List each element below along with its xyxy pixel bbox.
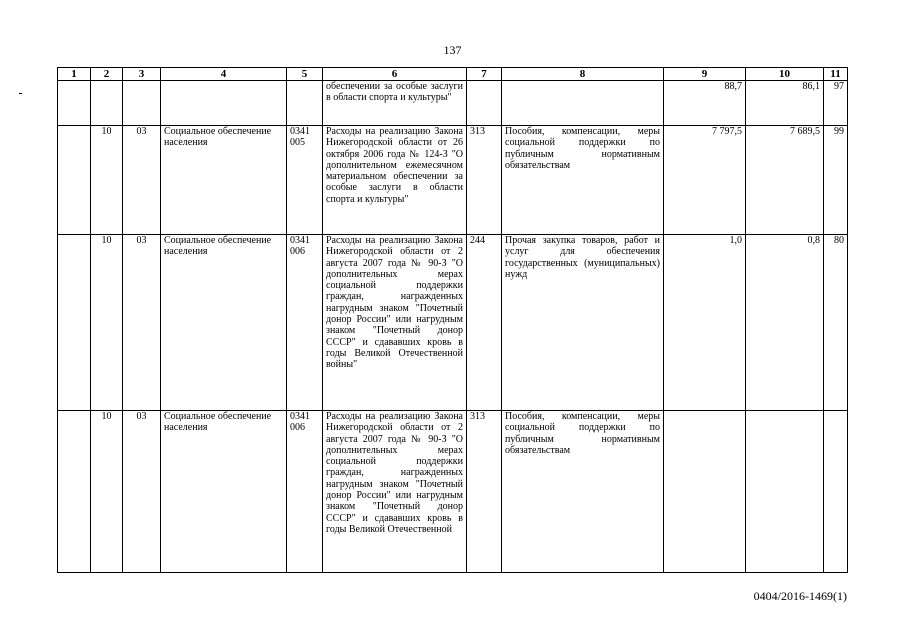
- cell-section: 10: [91, 411, 123, 573]
- cell-value-10: 7 689,5: [746, 126, 824, 235]
- cell-subsection: 03: [123, 235, 161, 411]
- cell-expense-type-code: 313: [467, 411, 502, 573]
- cell-value-11: 97: [824, 81, 848, 126]
- cell-expense-description: [323, 411, 467, 573]
- expense-description-text: Расходы на реализацию Закона Нижегородской области от 2 августа 2007 года № 90-З "О дополнительных мерах социальной поддержки граждан, награжденных нагрудным знаком "Почетный донор России" или нагрудным знаком "Почетный донор СССР" и сдававших кровь в годы Великой Отечественной: [326, 411, 463, 535]
- cell-value-9: 7 797,5: [664, 126, 746, 235]
- cell-value-11: [824, 411, 848, 573]
- cell-subsection: 03: [123, 126, 161, 235]
- cell-section: 10: [91, 126, 123, 235]
- cell-target-code: 0341 006: [287, 235, 323, 411]
- cell-expense-description: [323, 126, 467, 235]
- cell-subsection: [123, 81, 161, 126]
- cell-row-number: [58, 81, 91, 126]
- col-header-5: 5: [287, 68, 323, 81]
- cell-value-11: 80: [824, 235, 848, 411]
- cell-target-code: [287, 81, 323, 126]
- col-header-9: 9: [664, 68, 746, 81]
- col-header-6: 6: [323, 68, 467, 81]
- cell-expense-description: [323, 235, 467, 411]
- cell-expense-type-name: [502, 126, 664, 235]
- expense-type-text: Пособия, компенсации, меры социальной поддержки по публичным нормативным обязательствам: [505, 411, 660, 456]
- table-row: [58, 411, 848, 573]
- col-header-4: 4: [161, 68, 287, 81]
- cell-section: [91, 81, 123, 126]
- expense-description-text: обеспечении за особые заслуги в области спорта и культуры": [326, 81, 463, 104]
- col-header-7: 7: [467, 68, 502, 81]
- cell-target-code: 0341 006: [287, 411, 323, 573]
- cell-row-number: [58, 126, 91, 235]
- cell-target-code: 0341 005: [287, 126, 323, 235]
- expense-description-text: Расходы на реализацию Закона Нижегородской области от 26 октября 2006 года № 124-З "О дополнительном ежемесячном материальном обеспечении за особые заслуги в области спорта и культуры": [326, 126, 463, 205]
- budget-table: [57, 67, 848, 573]
- cell-expense-type-code: [467, 81, 502, 126]
- col-header-3: 3: [123, 68, 161, 81]
- page-number: 137: [443, 43, 462, 57]
- cell-section-name: Социальное обеспечение населения: [161, 235, 287, 411]
- cell-section-name: [161, 81, 287, 126]
- col-header-10: 10: [746, 68, 824, 81]
- scan-mark: [19, 93, 22, 94]
- cell-value-10: 0,8: [746, 235, 824, 411]
- cell-value-9: [664, 411, 746, 573]
- cell-expense-description: [323, 81, 467, 126]
- cell-subsection: 03: [123, 411, 161, 573]
- table-row: [58, 126, 848, 235]
- cell-expense-type-name: [502, 411, 664, 573]
- cell-section-name: Социальное обеспечение населения: [161, 411, 287, 573]
- expense-description-text: Расходы на реализацию Закона Нижегородской области от 2 августа 2007 года № 90-З "О дополнительных мерах социальной поддержки граждан, награжденных нагрудным знаком "Почетный донор России" или нагрудным знаком "Почетный донор СССР" и сдававших кровь в годы Великой Отечественной войны": [326, 235, 463, 371]
- cell-section-name: Социальное обеспечение населения: [161, 126, 287, 235]
- cell-value-9: 1,0: [664, 235, 746, 411]
- cell-section: 10: [91, 235, 123, 411]
- cell-row-number: [58, 411, 91, 573]
- cell-row-number: [58, 235, 91, 411]
- col-header-11: 11: [824, 68, 848, 81]
- cell-expense-type-name: [502, 235, 664, 411]
- document-code: 0404/2016-1469(1): [753, 589, 847, 603]
- cell-value-9: 88,7: [664, 81, 746, 126]
- table-row: [58, 235, 848, 411]
- cell-value-11: 99: [824, 126, 848, 235]
- col-header-8: 8: [502, 68, 664, 81]
- cell-value-10: [746, 411, 824, 573]
- col-header-2: 2: [91, 68, 123, 81]
- cell-value-10: 86,1: [746, 81, 824, 126]
- header-row: [58, 68, 848, 81]
- expense-type-text: Пособия, компенсации, меры социальной поддержки по публичным нормативным обязательствам: [505, 126, 660, 171]
- cell-expense-type-name: [502, 81, 664, 126]
- table-row: [58, 81, 848, 126]
- col-header-1: 1: [58, 68, 91, 81]
- expense-type-text: Прочая закупка товаров, работ и услуг для обеспечения государственных (муниципальных) нужд: [505, 235, 660, 280]
- cell-expense-type-code: 244: [467, 235, 502, 411]
- cell-expense-type-code: 313: [467, 126, 502, 235]
